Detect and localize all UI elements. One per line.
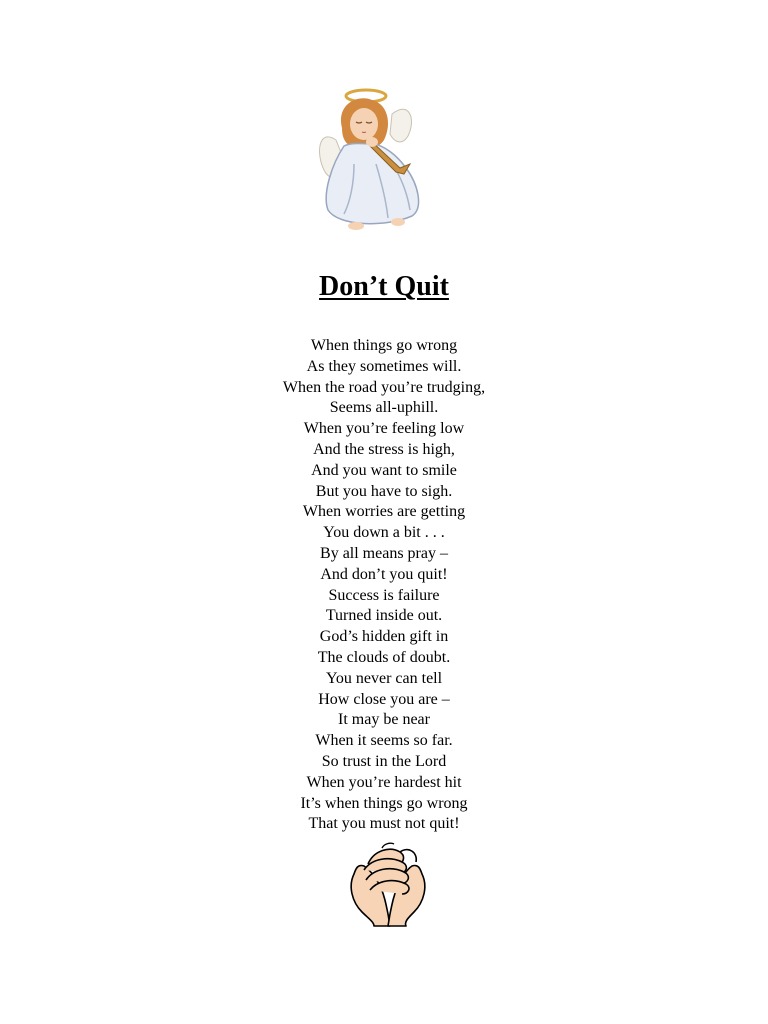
poem-title: Don’t Quit: [319, 271, 449, 302]
poem-line: As they sometimes will.: [306, 357, 462, 375]
poem-line: That you must not quit!: [308, 815, 460, 833]
poem-line: How close you are –: [318, 690, 450, 708]
poem-line: When it seems so far.: [315, 732, 453, 750]
poem-line: You never can tell: [325, 669, 443, 687]
praying-hands-icon: [344, 840, 432, 928]
poem-line: And the stress is high,: [313, 440, 455, 458]
poem-line: You down a bit . . .: [323, 524, 445, 542]
poem-line: It’s when things go wrong: [300, 794, 468, 812]
poem-line: And you want to smile: [311, 461, 457, 479]
poem-line: The clouds of doubt.: [317, 648, 451, 666]
poem-line: When you’re hardest hit: [306, 773, 462, 791]
poem-line: It may be near: [338, 711, 430, 729]
poem-line: Turned inside out.: [325, 607, 443, 625]
poem-line: Success is failure: [328, 586, 440, 604]
poem-line: When worries are getting: [302, 503, 466, 521]
poem-line: When you’re feeling low: [303, 420, 465, 438]
poem-line: God’s hidden gift in: [319, 628, 449, 646]
angel-icon: [314, 84, 444, 236]
poem-body: [0, 336, 768, 835]
poem-line: But you have to sigh.: [315, 482, 453, 500]
poem-line: And don’t you quit!: [320, 565, 448, 583]
poem-line: When the road you’re trudging,: [282, 378, 486, 396]
poem-line: So trust in the Lord: [321, 752, 447, 770]
poem-line: By all means pray –: [320, 544, 448, 562]
poem-line: When things go wrong: [310, 337, 458, 354]
poem-line: Seems all-uphill.: [329, 399, 439, 417]
